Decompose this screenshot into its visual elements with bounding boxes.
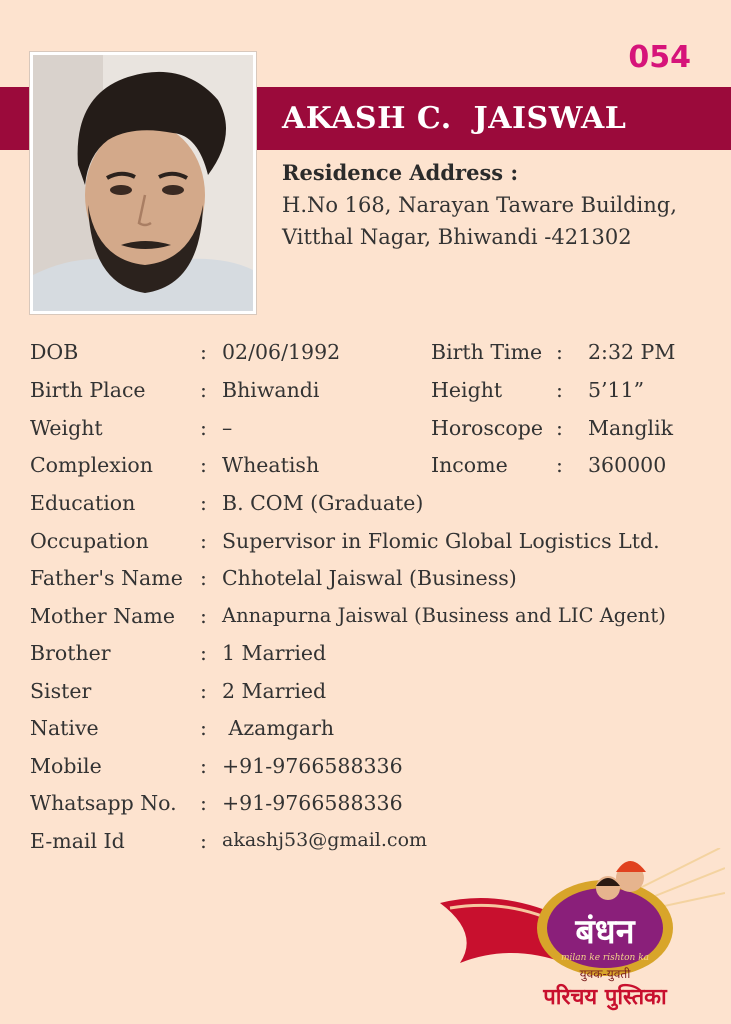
- separator: :: [200, 416, 207, 440]
- separator: :: [556, 340, 563, 364]
- separator: :: [200, 378, 207, 402]
- detail-value: +91-9766588336: [222, 791, 403, 815]
- detail-value: Annapurna Jaiswal (Business and LIC Agent): [222, 604, 666, 627]
- separator: :: [200, 641, 207, 665]
- detail-label: Father's Name: [30, 566, 183, 590]
- detail-label: Complexion: [30, 453, 153, 477]
- detail-label: Weight: [30, 416, 103, 440]
- detail-value: 360000: [588, 453, 667, 477]
- detail-label: DOB: [30, 340, 79, 364]
- separator: :: [200, 566, 207, 590]
- separator: :: [200, 754, 207, 778]
- profile-number: 054: [628, 40, 691, 75]
- detail-value: –: [222, 416, 233, 440]
- candidate-name: AKASH C. JAISWAL: [282, 101, 627, 136]
- logo-book-name: परिचय पुस्तिका: [543, 985, 667, 1010]
- bandhan-logo: [440, 848, 725, 1018]
- detail-label: Occupation: [30, 529, 149, 553]
- separator: :: [200, 829, 207, 853]
- detail-label: Native: [30, 716, 99, 740]
- separator: :: [556, 378, 563, 402]
- logo-title: बंधन: [575, 912, 635, 952]
- separator: :: [200, 791, 207, 815]
- detail-label: Education: [30, 491, 136, 515]
- detail-value: 2:32 PM: [588, 340, 676, 364]
- detail-value: Chhotelal Jaiswal (Business): [222, 566, 517, 590]
- separator: :: [200, 491, 207, 515]
- separator: :: [200, 529, 207, 553]
- separator: :: [556, 453, 563, 477]
- profile-photo: [30, 52, 256, 314]
- detail-value: akashj53@gmail.com: [222, 829, 428, 851]
- detail-value: +91-9766588336: [222, 754, 403, 778]
- detail-label: E-mail Id: [30, 829, 125, 853]
- logo-tagline: milan ke rishton ka: [560, 953, 650, 963]
- detail-value: Azamgarh: [222, 716, 335, 740]
- detail-value: Supervisor in Flomic Global Logistics Ltd.: [222, 529, 660, 553]
- detail-label: Mother Name: [30, 604, 175, 628]
- groom-turban: [616, 861, 646, 872]
- separator: :: [200, 679, 207, 703]
- detail-value: 5’11”: [588, 378, 645, 402]
- address-line-1: H.No 168, Narayan Taware Building,: [282, 193, 677, 217]
- address-title: Residence Address :: [282, 160, 519, 185]
- detail-label: Sister: [30, 679, 92, 703]
- detail-label: Mobile: [30, 754, 102, 778]
- detail-label: Whatsapp No.: [30, 791, 177, 815]
- detail-label: Income: [431, 453, 508, 477]
- detail-value: 02/06/1992: [222, 340, 341, 364]
- detail-value: B. COM (Graduate): [222, 491, 424, 515]
- detail-label: Height: [431, 378, 503, 402]
- separator: :: [200, 453, 207, 477]
- detail-value: 2 Married: [222, 679, 327, 703]
- separator: :: [200, 340, 207, 364]
- logo-subtitle: युवक-युवती: [579, 967, 631, 981]
- detail-label: Brother: [30, 641, 111, 665]
- separator: :: [200, 604, 207, 628]
- detail-label: Birth Time: [431, 340, 543, 364]
- detail-value: Bhiwandi: [222, 378, 320, 402]
- detail-label: Birth Place: [30, 378, 146, 402]
- detail-value: 1 Married: [222, 641, 327, 665]
- separator: :: [556, 416, 563, 440]
- separator: :: [200, 716, 207, 740]
- detail-label: Horoscope: [431, 416, 543, 440]
- address-line-2: Vitthal Nagar, Bhiwandi -421302: [282, 225, 632, 249]
- detail-value: Wheatish: [222, 453, 320, 477]
- detail-value: Manglik: [588, 416, 674, 440]
